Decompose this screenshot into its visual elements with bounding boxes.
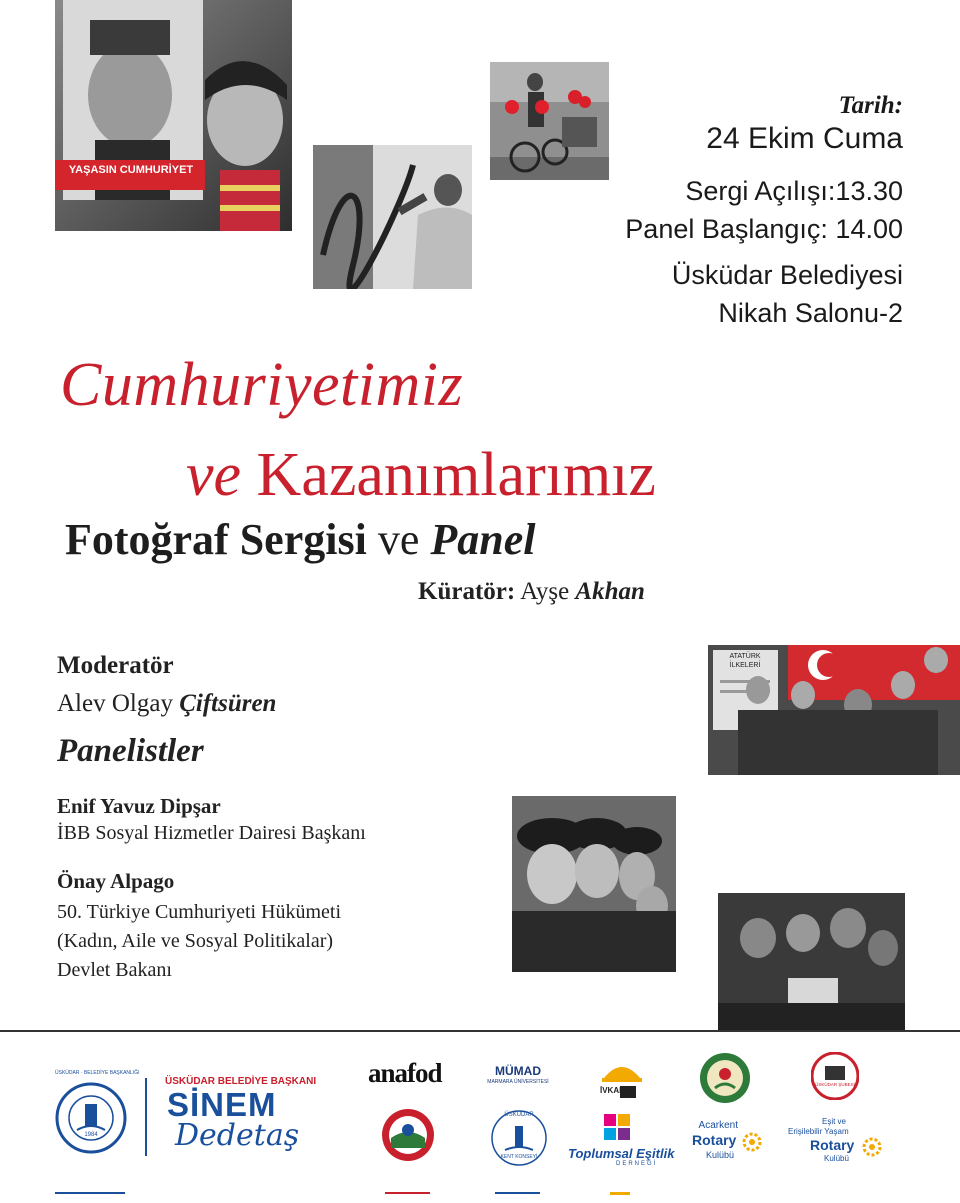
toplumsal-esitlik-label: Toplumsal Eşitlik (568, 1146, 675, 1161)
acarkent-rotary-logo (692, 1120, 772, 1168)
photo-classroom-flag (708, 645, 960, 775)
kent-konseyi-top: ÜSKÜDAR (504, 1112, 534, 1118)
uskudar-branch-logo (811, 1052, 859, 1100)
uskudar-seal-ring-text: ÜSKÜDAR · BELEDİYE BAŞKANLIĞI (55, 1070, 140, 1076)
subtitle-exhibition: Fotoğraf Sergisi (65, 515, 367, 564)
event-date: 24 Ekim Cuma (706, 122, 903, 155)
panelist-2-title-line-2: (Kadın, Aile ve Sosyal Politikalar) (57, 930, 334, 952)
uskudar-municipality-logo (55, 1070, 140, 1154)
ivkad-label: İVKAD (600, 1086, 625, 1095)
photo-girls-group-image (512, 796, 676, 972)
subtitle-panel: Panel (430, 515, 536, 564)
rotary-wheel-icon-2 (862, 1137, 882, 1157)
title-line-1: Cumhuriyetimiz (60, 351, 464, 419)
uskudar-seal-icon (55, 1082, 127, 1154)
panelist-1-name: Enif Yavuz Dipşar (57, 794, 221, 818)
branch-emblem-icon (811, 1052, 859, 1100)
uskudar-seal-year: 1984 (84, 1132, 98, 1138)
photo-bicycle-boy (490, 62, 609, 180)
panelist-2-name: Önay Alpago (57, 869, 175, 893)
title-line-2-ve: ve (186, 441, 242, 509)
panel-start-time: Panel Başlangıç: 14.00 (625, 214, 903, 244)
sign-line2: İLKELERİ (729, 662, 761, 669)
esit-label: Eşit ve (821, 1117, 846, 1126)
photo-bicycle-boy-image (490, 62, 609, 180)
exhibition-opening-time: Sergi Açılışı:13.30 (685, 176, 903, 206)
mayor-first-name: SİNEM (167, 1086, 277, 1123)
photo-ataturk-child-image (55, 0, 292, 231)
panelist-2-title-line-3: Devlet Bakanı (57, 959, 172, 981)
logo-separator (145, 1078, 147, 1156)
erisilebilir-label: Erişilebilir Yaşam (788, 1127, 849, 1136)
title-line-2 (186, 440, 656, 511)
curator-last-name: Akhan (575, 578, 645, 605)
cut-off-logo-row (55, 1192, 905, 1200)
anafod-logo: anafod (368, 1058, 442, 1088)
red-green-seal-icon (381, 1108, 435, 1162)
toplumsal-esitlik-logo (568, 1112, 676, 1166)
acarkent-rotary-label: Rotary (692, 1132, 737, 1148)
ivkad-logo (600, 1052, 644, 1102)
date-label: Tarih: (838, 92, 903, 119)
uskudar-branch-label: ÜSKÜDAR ŞUBESİ (815, 1082, 855, 1087)
green-emblem-logo (699, 1052, 751, 1104)
title-line-2-main: Kazanımlarımız (256, 441, 656, 509)
esit-rotary-logo (788, 1117, 888, 1167)
sign-line1: ATATÜRK (729, 653, 761, 660)
mayor-signature: Dedetaş (175, 1118, 300, 1153)
toplumsal-esitlik-icon (602, 1112, 642, 1144)
subtitle-and: ve (377, 515, 420, 564)
green-emblem-icon (699, 1052, 751, 1104)
banner-text: YAŞASIN CUMHURİYET (68, 164, 194, 176)
curator (418, 578, 645, 606)
curator-first-name: Ayşe (520, 578, 570, 605)
venue-line-2: Nikah Salonu-2 (718, 298, 903, 328)
esit-club-label: Kulübü (824, 1154, 849, 1163)
moderator-last-name: Çiftsüren (179, 690, 277, 717)
acarkent-label: Acarkent (698, 1120, 738, 1131)
photo-ataturk-child (55, 0, 292, 231)
moderator-name (57, 690, 276, 718)
photo-children-reading-image (718, 893, 905, 1032)
photo-girls-group (512, 796, 676, 972)
moderator-heading: Moderatör (57, 652, 174, 679)
venue-line-1: Üsküdar Belediyesi (671, 260, 903, 290)
panelists-heading: Panelistler (57, 733, 204, 769)
red-green-seal-logo (381, 1108, 435, 1162)
rotary-wheel-icon (742, 1132, 762, 1152)
kent-konseyi-bottom: KENT KONSEYİ (500, 1154, 538, 1160)
footer-divider (0, 1030, 960, 1032)
photo-writing-wall-image (313, 145, 472, 289)
mumad-subtitle: MARMARA ÜNİVERSİTESİ (487, 1079, 549, 1085)
mayor-label: ÜSKÜDAR BELEDİYE BAŞKANI (165, 1076, 317, 1087)
esit-rotary-label: Rotary (810, 1137, 855, 1153)
curator-label: Küratör: (418, 578, 516, 605)
toplumsal-esitlik-dernegi: DERNEĞİ (616, 1161, 658, 1167)
acarkent-club-label: Kulübü (706, 1150, 735, 1160)
moderator-first-name: Alev Olgay (57, 690, 173, 717)
subtitle (65, 514, 535, 565)
kent-konseyi-logo (491, 1110, 547, 1166)
mumad-logo: MÜMAD (495, 1064, 541, 1078)
panelist-2-title-line-1: 50. Türkiye Cumhuriyeti Hükümeti (57, 901, 342, 923)
panelist-1-title: İBB Sosyal Hizmetler Dairesi Başkanı (57, 822, 366, 844)
photo-children-reading (718, 893, 905, 1032)
photo-writing-wall (313, 145, 472, 289)
